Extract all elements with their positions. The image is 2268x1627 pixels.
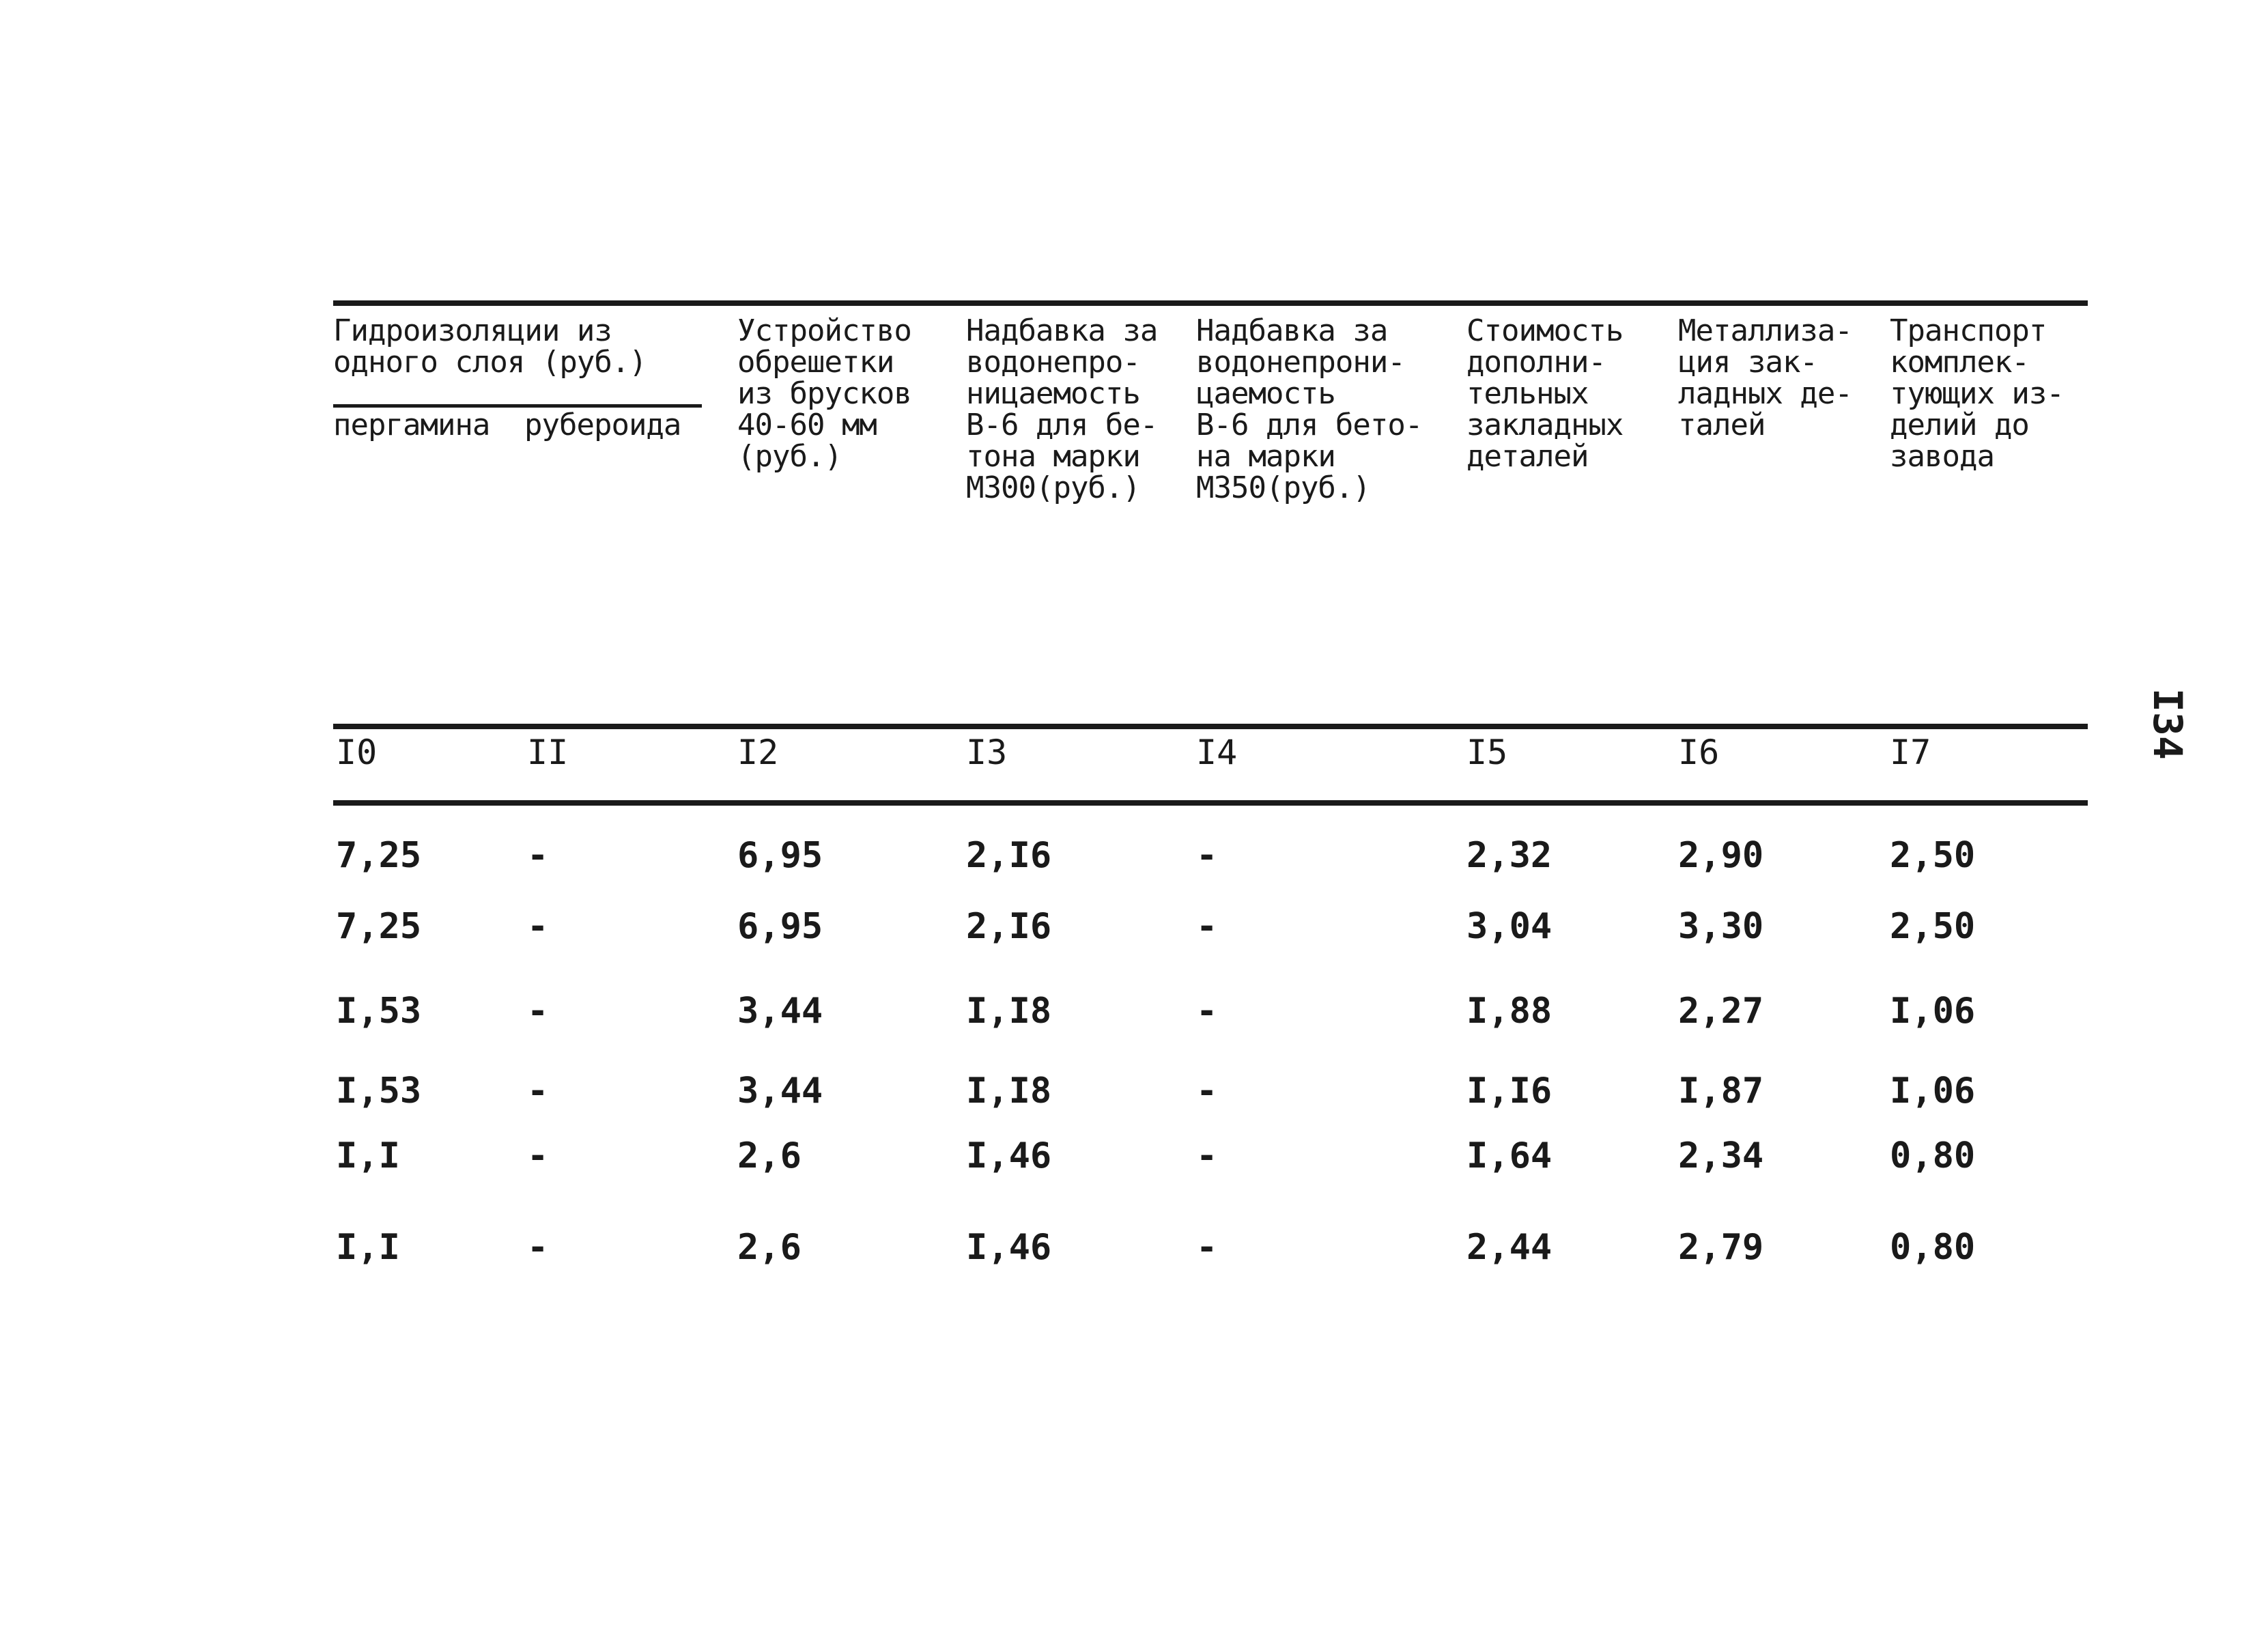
header-col-12: Устройство обрешетки из брусков 40-60 мм (руб.) — [737, 313, 911, 474]
cell-col-14: - — [1196, 1071, 1218, 1112]
table-row — [0, 1225, 2268, 1273]
cell-col-17: 0,80 — [1890, 1227, 1976, 1268]
header-col-14: Надбавка за водонепрони- цаемость В-6 для бето- на марки М350(руб.) — [1196, 313, 1423, 505]
cell-col-14: - — [1196, 835, 1218, 876]
column-number-16: I6 — [1678, 733, 1720, 772]
header-col-16: Металлиза- ция зак- ладных де- талей — [1678, 313, 1852, 442]
cell-col-15: I,64 — [1466, 1135, 1553, 1176]
table-row — [0, 904, 2268, 952]
cell-col-11: - — [527, 1071, 549, 1112]
header-col-15: Стоимость дополни- тельных закладных деталей — [1466, 313, 1624, 474]
cell-col-12: 3,44 — [737, 991, 823, 1032]
column-number-10: I0 — [336, 733, 378, 772]
cell-col-13: I,I8 — [966, 991, 1052, 1032]
cell-col-13: 2,I6 — [966, 906, 1052, 947]
table-row — [0, 833, 2268, 881]
cell-col-15: 2,44 — [1466, 1227, 1553, 1268]
cell-col-11: - — [527, 1227, 549, 1268]
cell-col-10: I,53 — [336, 991, 422, 1032]
table-row — [0, 1133, 2268, 1181]
cell-col-13: I,46 — [966, 1227, 1052, 1268]
cell-col-16: 2,34 — [1678, 1135, 1764, 1176]
cell-col-12: 2,6 — [737, 1135, 802, 1176]
cell-col-11: - — [527, 1135, 549, 1176]
column-number-15: I5 — [1466, 733, 1508, 772]
cell-col-16: 2,27 — [1678, 991, 1764, 1032]
cell-col-17: 2,50 — [1890, 835, 1976, 876]
cell-col-14: - — [1196, 1135, 1218, 1176]
cell-col-11: - — [527, 991, 549, 1032]
column-number-12: I2 — [737, 733, 779, 772]
header-pergamin: пергамина — [333, 408, 490, 442]
table-top-rule — [333, 300, 2088, 306]
column-number-17: I7 — [1890, 733, 1931, 772]
cell-col-10: I,I — [336, 1227, 400, 1268]
cell-col-10: 7,25 — [336, 906, 422, 947]
cell-col-12: 6,95 — [737, 835, 823, 876]
cell-col-10: 7,25 — [336, 835, 422, 876]
cell-col-14: - — [1196, 906, 1218, 947]
header-col-17: Транспорт комплек- тующих из- делий до завода — [1890, 313, 2064, 474]
cell-col-10: I,53 — [336, 1071, 422, 1112]
cell-col-12: 3,44 — [737, 1071, 823, 1112]
header-col-13: Надбавка за водонепро- ницаемость В-6 для бе- тона марки М300(руб.) — [966, 313, 1158, 505]
cell-col-11: - — [527, 906, 549, 947]
cell-col-17: I,06 — [1890, 991, 1976, 1032]
cell-col-15: 3,04 — [1466, 906, 1553, 947]
cell-col-15: I,I6 — [1466, 1071, 1553, 1112]
cell-col-13: I,I8 — [966, 1071, 1052, 1112]
cell-col-16: I,87 — [1678, 1071, 1764, 1112]
cell-col-12: 6,95 — [737, 906, 823, 947]
cell-col-12: 2,6 — [737, 1227, 802, 1268]
cell-col-16: 2,90 — [1678, 835, 1764, 876]
cell-col-10: I,I — [336, 1135, 400, 1176]
cell-col-15: 2,32 — [1466, 835, 1553, 876]
cell-col-11: - — [527, 835, 549, 876]
cell-col-13: I,46 — [966, 1135, 1052, 1176]
header-waterproofing-title: Гидроизоляции из одного слоя (руб.) — [333, 313, 647, 380]
page-number: I34 — [2144, 688, 2191, 760]
cell-col-16: 3,30 — [1678, 906, 1764, 947]
cell-col-14: - — [1196, 991, 1218, 1032]
column-numbers-bottom-rule — [333, 800, 2088, 806]
table-row — [0, 1069, 2268, 1116]
header-ruberoid: рубероида — [524, 408, 681, 442]
column-numbers-top-rule — [333, 724, 2088, 729]
cell-col-17: I,06 — [1890, 1071, 1976, 1112]
cell-col-16: 2,79 — [1678, 1227, 1764, 1268]
column-number-14: I4 — [1196, 733, 1238, 772]
column-number-11: II — [527, 733, 569, 772]
cell-col-15: I,88 — [1466, 991, 1553, 1032]
cell-col-17: 2,50 — [1890, 906, 1976, 947]
cell-col-14: - — [1196, 1227, 1218, 1268]
cell-col-17: 0,80 — [1890, 1135, 1976, 1176]
cell-col-13: 2,I6 — [966, 835, 1052, 876]
table-row — [0, 989, 2268, 1036]
column-number-13: I3 — [966, 733, 1008, 772]
